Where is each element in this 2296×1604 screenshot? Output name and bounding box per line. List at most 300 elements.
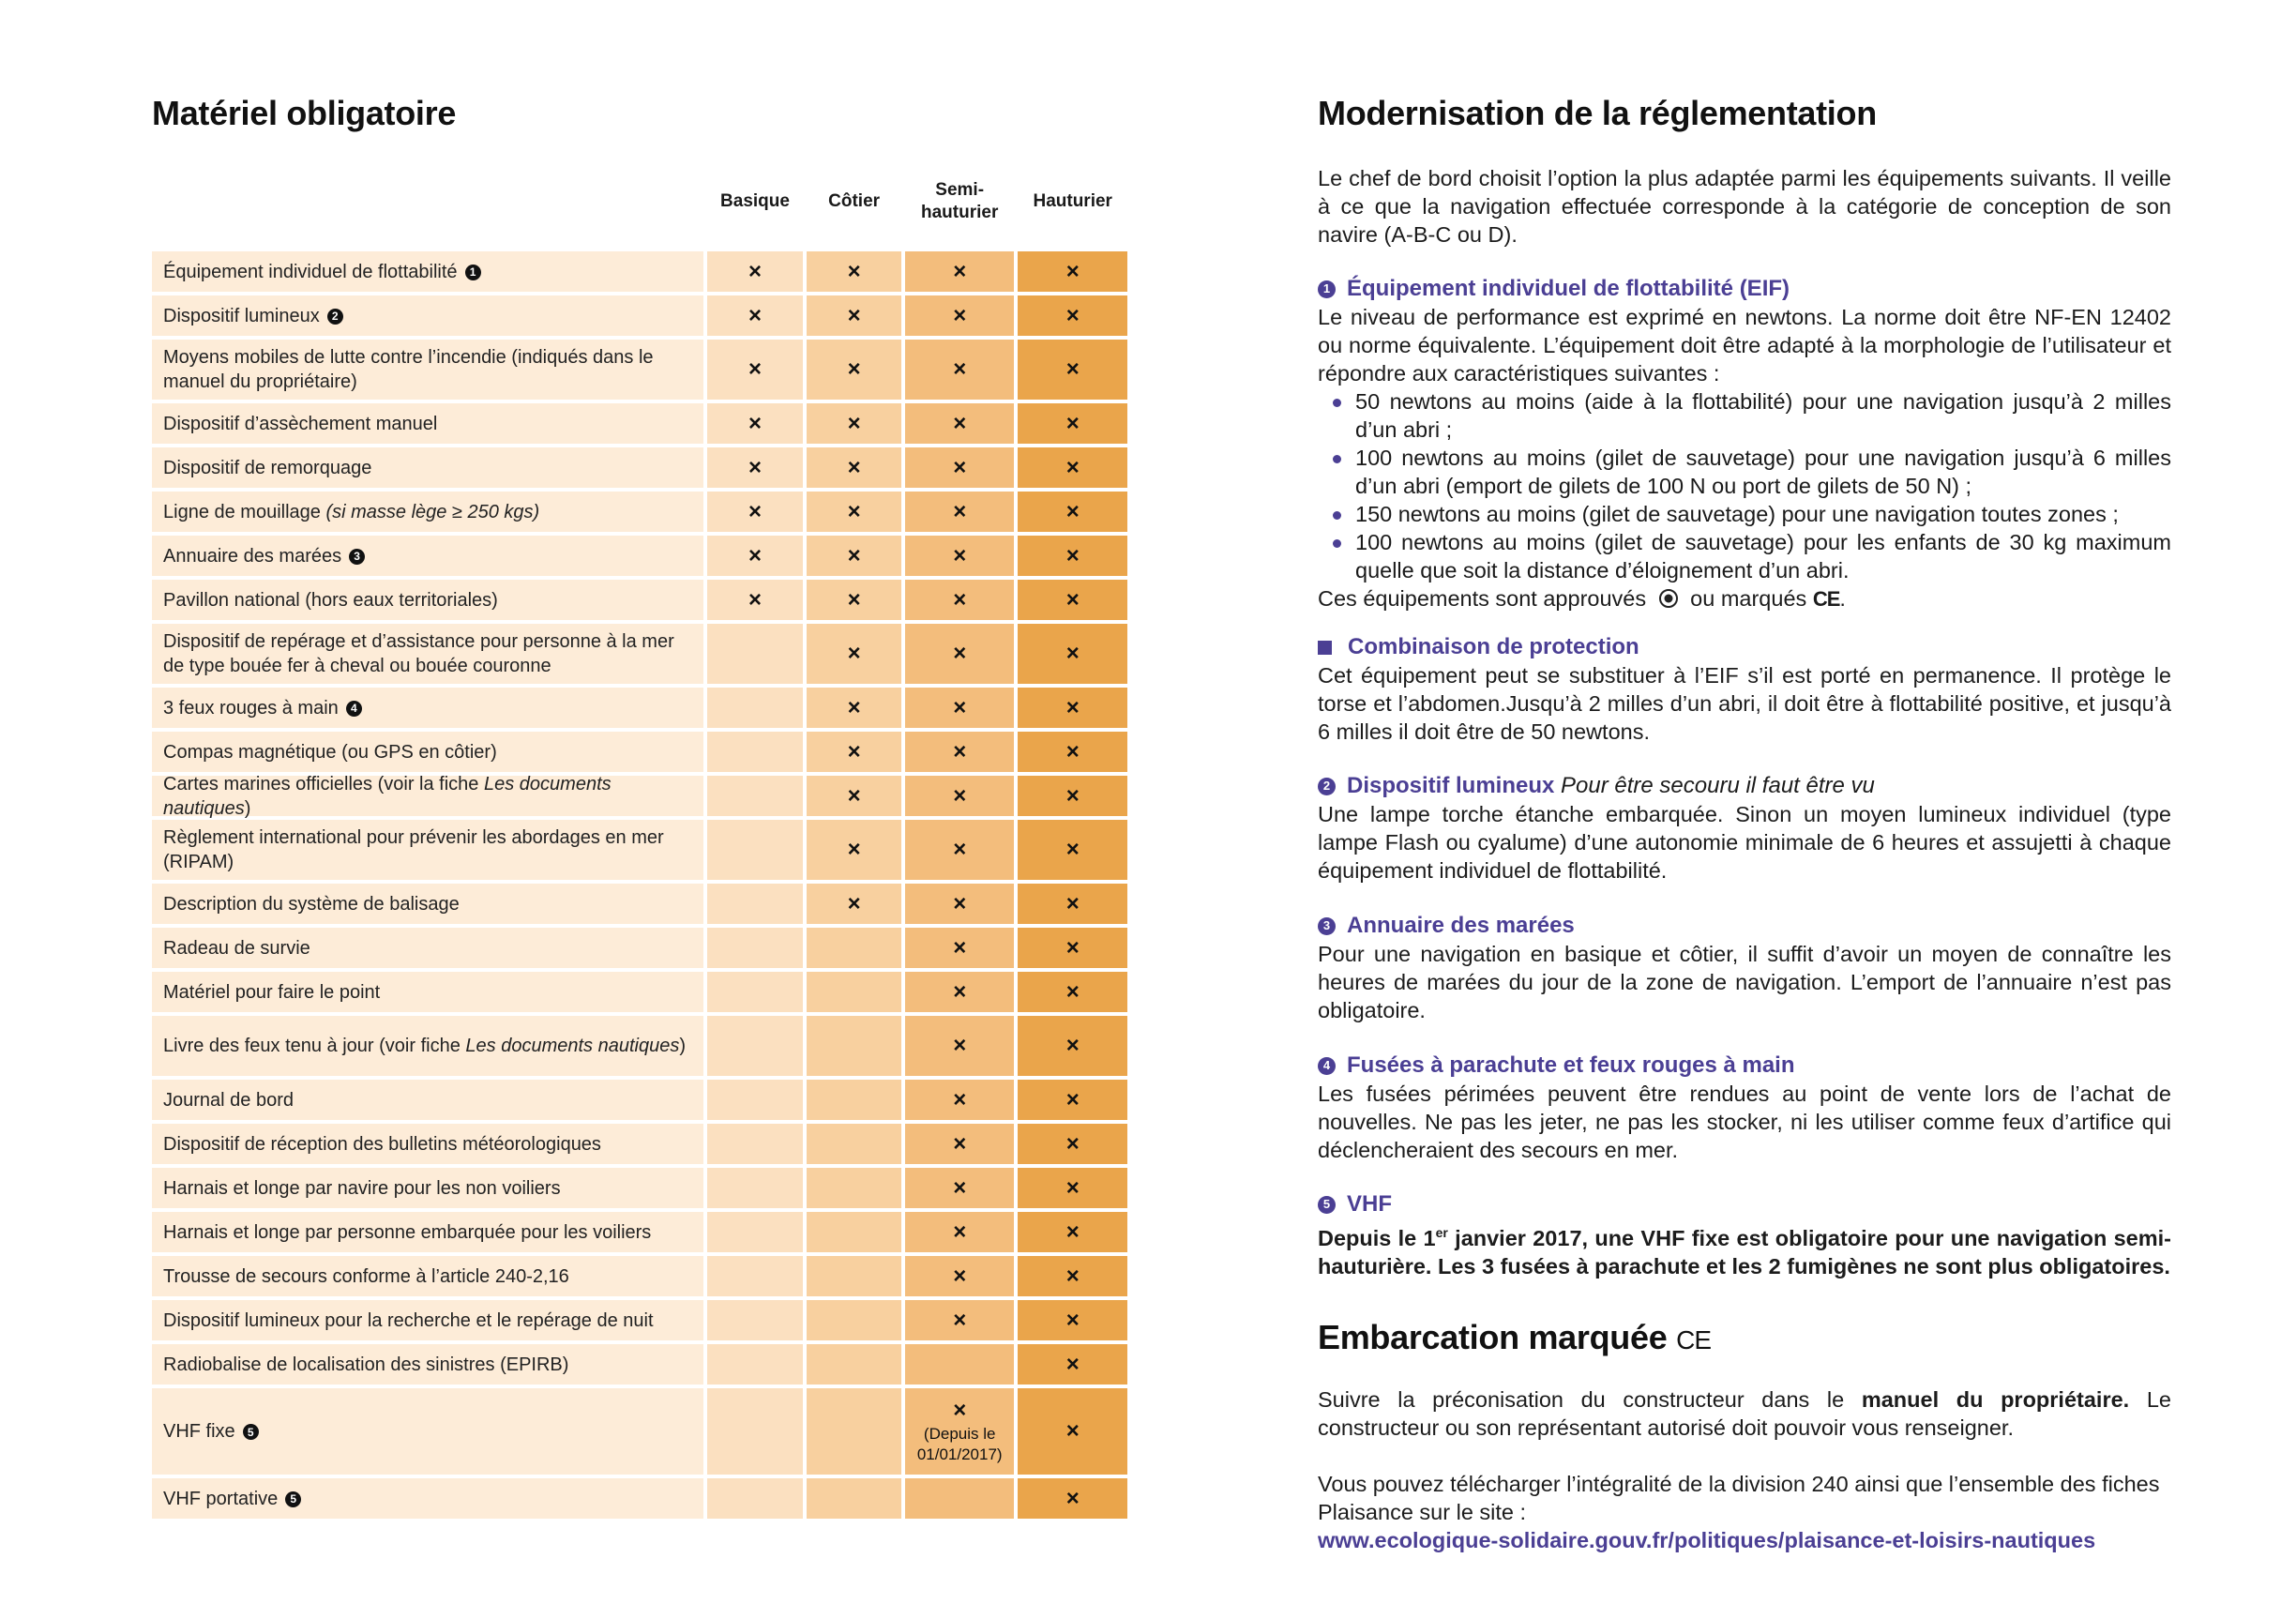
mark-cell-semi-hauturier bbox=[905, 1300, 1015, 1340]
mark-cell-hauturier bbox=[1018, 340, 1127, 400]
square-bullet-icon bbox=[1318, 641, 1332, 655]
equipment-label-text bbox=[163, 544, 365, 568]
cross-mark-icon: × bbox=[748, 542, 763, 568]
cross-mark-icon: × bbox=[953, 1033, 967, 1058]
vhf-title: VHF bbox=[1347, 1191, 1392, 1217]
mark-cell-semi-hauturier bbox=[905, 1256, 1015, 1296]
intro-block bbox=[1318, 164, 2171, 249]
cross-mark-icon: × bbox=[847, 454, 861, 480]
mark-cell-cotier bbox=[807, 403, 901, 444]
mark-cell-hauturier bbox=[1018, 1478, 1127, 1519]
cross-mark-icon: × bbox=[847, 498, 861, 524]
combinaison-block bbox=[1318, 633, 2171, 746]
mark-cell-basique bbox=[707, 580, 804, 620]
table-row bbox=[152, 884, 1127, 924]
equipment-table bbox=[152, 152, 1127, 1522]
mark-cell-hauturier bbox=[1018, 688, 1127, 728]
table-row bbox=[152, 1300, 1127, 1340]
mark-cell-cotier bbox=[807, 1388, 901, 1475]
equipment-label-text bbox=[163, 588, 498, 613]
combinaison-heading bbox=[1318, 633, 2171, 661]
mark-cell-hauturier bbox=[1018, 1124, 1127, 1164]
vhf-text bbox=[1318, 1218, 2171, 1280]
equipment-label bbox=[152, 732, 703, 772]
mark-cell-cotier bbox=[807, 492, 901, 532]
approval-end: . bbox=[1839, 586, 1846, 611]
mark-cell-semi-hauturier bbox=[905, 1016, 1015, 1076]
vhf-text-b: janvier 2017, une VHF fixe est obligatoire pour une navigation semi-hauturière. Les 3 fusées à parachute et les 2 fumigènes ne sont plus obligatoires. bbox=[1318, 1225, 2171, 1279]
label-main: Ligne de mouillage bbox=[163, 501, 326, 522]
mark-cell-semi-hauturier bbox=[905, 884, 1015, 924]
number-badge-1: 1 bbox=[1318, 280, 1336, 298]
mark-cell-semi-hauturier bbox=[905, 403, 1015, 444]
equipment-label bbox=[152, 624, 703, 684]
label-main: Journal de bord bbox=[163, 1089, 294, 1111]
label-main: Dispositif lumineux pour la recherche et le repérage de nuit bbox=[163, 1309, 654, 1331]
ce-mark-title-icon: CE bbox=[1676, 1325, 1712, 1354]
mark-cell-hauturier bbox=[1018, 1344, 1127, 1385]
lumineux-title: Dispositif lumineux bbox=[1347, 773, 1555, 798]
cross-mark-icon: × bbox=[1065, 694, 1080, 720]
mark-cell-basique bbox=[707, 1124, 804, 1164]
cross-mark-icon: × bbox=[847, 890, 861, 916]
embarcation-p1-bold: manuel du propriétaire. bbox=[1861, 1387, 2130, 1412]
cross-mark-icon: × bbox=[953, 1174, 967, 1201]
eif-text: Le niveau de performance est exprimé en newtons. La norme doit être NF-EN 12402 ou norme équivalente. L’équipement doit être adapté à la morphologie de l’utilisateur et répondre aux caractéristiques suivantes : bbox=[1318, 305, 2171, 386]
mark-cell-semi-hauturier bbox=[905, 1344, 1015, 1385]
cross-mark-icon: × bbox=[1065, 837, 1080, 862]
label-main: VHF portative bbox=[163, 1488, 279, 1509]
mark-cell-semi-hauturier bbox=[905, 1124, 1015, 1164]
table-row bbox=[152, 688, 1127, 728]
number-badge-5: 5 bbox=[1318, 1196, 1336, 1214]
intro-text: Le chef de bord choisit l’option la plus adaptée parmi les équipements suivants. Il veille à ce que la navigation effectuée corresponde à la catégorie de conception de son navire (A-B-C ou D). bbox=[1318, 166, 2171, 247]
cross-mark-icon: × bbox=[953, 542, 967, 568]
header-basique: Basique bbox=[720, 191, 790, 211]
mark-cell-cotier bbox=[807, 447, 901, 488]
equipment-label bbox=[152, 403, 703, 444]
cross-mark-icon: × bbox=[1065, 1174, 1080, 1201]
equipment-label-text bbox=[163, 1419, 259, 1444]
equipment-label-text bbox=[163, 345, 692, 394]
table-row bbox=[152, 1388, 1127, 1475]
embarcation-text-1 bbox=[1318, 1385, 2171, 1442]
cross-mark-icon: × bbox=[847, 410, 861, 436]
equipment-label-text bbox=[163, 412, 437, 436]
label-italic: (si masse lège ≥ 250 kgs) bbox=[325, 501, 540, 522]
mark-cell-semi-hauturier bbox=[905, 1080, 1015, 1120]
mark-cell-cotier bbox=[807, 928, 901, 968]
table-row bbox=[152, 1124, 1127, 1164]
mark-cell-hauturier bbox=[1018, 447, 1127, 488]
cross-mark-icon: × bbox=[953, 694, 967, 720]
fusees-block bbox=[1318, 1052, 2171, 1164]
cross-mark-icon: × bbox=[1065, 498, 1080, 524]
ce-mark-icon: CE bbox=[1812, 587, 1840, 611]
cross-mark-icon: × bbox=[1065, 890, 1080, 916]
cross-mark-icon: × bbox=[1065, 782, 1080, 809]
equipment-label-text bbox=[163, 1487, 301, 1511]
equipment-label bbox=[152, 1388, 703, 1475]
number-badge: 1 bbox=[465, 265, 481, 280]
cross-mark-icon: × bbox=[847, 694, 861, 720]
equipment-label-text bbox=[163, 629, 692, 678]
label-end: ) bbox=[679, 1036, 686, 1056]
equipment-label bbox=[152, 1124, 703, 1164]
table-row bbox=[152, 580, 1127, 620]
table-row bbox=[152, 536, 1127, 576]
mark-cell-hauturier bbox=[1018, 928, 1127, 968]
equipment-label bbox=[152, 884, 703, 924]
header-semi-line2: hauturier bbox=[921, 203, 999, 222]
equipment-label-text bbox=[163, 740, 497, 764]
mark-cell-cotier bbox=[807, 1124, 901, 1164]
number-badge: 5 bbox=[243, 1424, 259, 1440]
marees-heading bbox=[1318, 912, 2171, 940]
cross-mark-icon: × bbox=[1065, 1485, 1080, 1511]
label-main: Compas magnétique (ou GPS en côtier) bbox=[163, 741, 497, 763]
equipment-label-text bbox=[163, 1176, 561, 1201]
label-main: Description du système de balisage bbox=[163, 893, 460, 915]
table-row bbox=[152, 1256, 1127, 1296]
right-column bbox=[1318, 94, 2171, 1552]
cross-mark-icon: × bbox=[953, 782, 967, 809]
mark-cell-hauturier bbox=[1018, 972, 1127, 1012]
equipment-label bbox=[152, 1478, 703, 1519]
cross-mark-icon: × bbox=[847, 586, 861, 613]
cross-mark-icon: × bbox=[953, 454, 967, 480]
equipment-label-text bbox=[163, 1034, 686, 1058]
plaisance-link[interactable]: www.ecologique-solidaire.gouv.fr/politiques/plaisance-et-loisirs-nautiques bbox=[1318, 1528, 2096, 1552]
number-badge-4: 4 bbox=[1318, 1057, 1336, 1075]
mark-cell-cotier bbox=[807, 580, 901, 620]
lumineux-heading bbox=[1318, 772, 2171, 800]
cross-mark-icon: × bbox=[1065, 586, 1080, 613]
number-badge: 4 bbox=[346, 701, 362, 717]
cross-mark-icon: × bbox=[953, 1086, 967, 1112]
label-main: VHF fixe bbox=[163, 1421, 235, 1442]
table-row bbox=[152, 624, 1127, 684]
mark-cell-cotier bbox=[807, 624, 901, 684]
mark-cell-semi-hauturier bbox=[905, 1212, 1015, 1252]
mark-cell-hauturier bbox=[1018, 1080, 1127, 1120]
equipment-label-text bbox=[163, 1353, 568, 1377]
equipment-label bbox=[152, 688, 703, 728]
equipment-label bbox=[152, 972, 703, 1012]
equipment-label bbox=[152, 1256, 703, 1296]
cross-mark-icon: × bbox=[1065, 454, 1080, 480]
equipment-label-text bbox=[163, 1088, 294, 1112]
label-main: Règlement international pour prévenir les abordages en mer (RIPAM) bbox=[163, 827, 664, 872]
label-main: Trousse de secours conforme à l’article 240-2,16 bbox=[163, 1265, 569, 1287]
equipment-label-text bbox=[163, 892, 460, 916]
label-main: Radiobalise de localisation des sinistres (EPIRB) bbox=[163, 1354, 569, 1375]
header-semi-line1: Semi- bbox=[935, 180, 985, 200]
mark-cell-semi-hauturier bbox=[905, 928, 1015, 968]
embarcation-p1-b: Le constructeur ou son représentant autorisé doit pouvoir vous renseigner. bbox=[1318, 1387, 2171, 1440]
cross-mark-icon: × bbox=[1065, 302, 1080, 328]
embarcation-p1-a: Suivre la préconisation du constructeur dans le bbox=[1318, 1387, 1862, 1412]
label-main: Dispositif lumineux bbox=[163, 305, 320, 326]
label-main: Livre des feux tenu à jour (voir fiche bbox=[163, 1036, 466, 1056]
cross-mark-icon: × bbox=[847, 356, 861, 382]
equipment-label bbox=[152, 1168, 703, 1208]
mark-cell-basique bbox=[707, 624, 804, 684]
mark-cell-semi-hauturier bbox=[905, 580, 1015, 620]
mark-cell-basique bbox=[707, 972, 804, 1012]
mark-cell-hauturier bbox=[1018, 776, 1127, 816]
vhf-block bbox=[1318, 1190, 2171, 1280]
label-main: Moyens mobiles de lutte contre l’incendie (indiqués dans le manuel du propriétaire) bbox=[163, 347, 654, 392]
number-badge: 2 bbox=[327, 309, 343, 325]
label-main: Radeau de survie bbox=[163, 937, 310, 959]
cross-mark-icon: × bbox=[847, 837, 861, 862]
mark-cell-semi-hauturier bbox=[905, 251, 1015, 292]
mark-cell-hauturier bbox=[1018, 295, 1127, 336]
equipment-label-text bbox=[163, 500, 539, 524]
cross-mark-icon: × bbox=[953, 890, 967, 916]
cross-mark-icon: × bbox=[748, 410, 763, 436]
equipment-label bbox=[152, 1212, 703, 1252]
table-row bbox=[152, 773, 1127, 819]
mark-cell-semi-hauturier bbox=[905, 1478, 1015, 1519]
table-row bbox=[152, 403, 1127, 444]
cross-mark-icon: × bbox=[748, 356, 763, 382]
mark-cell-cotier bbox=[807, 1016, 901, 1076]
mark-cell-basique bbox=[707, 1388, 804, 1475]
equipment-label bbox=[152, 340, 703, 400]
mark-cell-semi-hauturier bbox=[905, 972, 1015, 1012]
equipment-label-text bbox=[163, 1264, 569, 1289]
embarcation-block bbox=[1318, 1318, 2171, 1554]
marees-title: Annuaire des marées bbox=[1347, 913, 1575, 938]
mark-cell-cotier bbox=[807, 1300, 901, 1340]
equipment-label bbox=[152, 928, 703, 968]
table-row bbox=[152, 820, 1127, 880]
table-row bbox=[152, 1478, 1127, 1519]
mark-cell-cotier bbox=[807, 1212, 901, 1252]
mark-cell-hauturier bbox=[1018, 1168, 1127, 1208]
cross-mark-icon: × bbox=[847, 641, 861, 666]
table-header bbox=[152, 152, 1127, 251]
eif-bullet-2: 100 newtons au moins (gilet de sauvetage) pour une navigation jusqu’à 6 milles d’un abri (emport de gilets de 100 N ou port de gilets de 50 N) ; bbox=[1355, 446, 2171, 498]
mark-cell-semi-hauturier bbox=[905, 1388, 1015, 1475]
mark-cell-cotier bbox=[807, 340, 901, 400]
label-main: Matériel pour faire le point bbox=[163, 981, 381, 1003]
mark-cell-hauturier bbox=[1018, 251, 1127, 292]
cross-mark-icon: × bbox=[953, 1398, 967, 1423]
cross-mark-icon: × bbox=[1065, 1263, 1080, 1289]
number-badge-3: 3 bbox=[1318, 917, 1336, 935]
mark-cell-basique bbox=[707, 820, 804, 880]
mark-cell-basique bbox=[707, 1212, 804, 1252]
equipment-label-text bbox=[163, 980, 380, 1005]
fusees-heading bbox=[1318, 1052, 2171, 1080]
number-badge: 3 bbox=[349, 549, 365, 565]
mark-cell-basique bbox=[707, 251, 804, 292]
mark-cell-hauturier bbox=[1018, 732, 1127, 772]
table-row bbox=[152, 1016, 1127, 1076]
cross-mark-icon: × bbox=[953, 356, 967, 382]
cross-mark-icon: × bbox=[847, 782, 861, 809]
cross-mark-icon: × bbox=[748, 586, 763, 613]
eif-approval bbox=[1318, 584, 2171, 613]
approval-text-a: Ces équipements sont approuvés bbox=[1318, 586, 1647, 611]
equipment-label-text bbox=[163, 1309, 654, 1333]
table-row bbox=[152, 1344, 1127, 1385]
cross-mark-icon: × bbox=[953, 1307, 967, 1333]
header-hauturier: Hauturier bbox=[1033, 191, 1112, 211]
eif-bullet-4: 100 newtons au moins (gilet de sauvetage) pour les enfants de 30 kg maximum quelle que soit la distance d’éloignement d’un abri. bbox=[1355, 530, 2171, 583]
table-row bbox=[152, 972, 1127, 1012]
equipment-label bbox=[152, 1300, 703, 1340]
mark-cell-basique bbox=[707, 492, 804, 532]
eif-title: Équipement individuel de flottabilité (EIF) bbox=[1347, 276, 1790, 301]
table-row bbox=[152, 492, 1127, 532]
label-main: Dispositif d’assèchement manuel bbox=[163, 413, 438, 434]
mark-cell-cotier bbox=[807, 820, 901, 880]
cross-mark-icon: × bbox=[953, 586, 967, 613]
cross-mark-icon: × bbox=[953, 978, 967, 1005]
cross-mark-icon: × bbox=[1065, 410, 1080, 436]
mark-cell-hauturier bbox=[1018, 624, 1127, 684]
cross-mark-icon: × bbox=[847, 542, 861, 568]
equipment-label bbox=[152, 1080, 703, 1120]
mark-cell-hauturier bbox=[1018, 580, 1127, 620]
cross-mark-icon: × bbox=[953, 1130, 967, 1157]
mark-cell-hauturier bbox=[1018, 536, 1127, 576]
cross-mark-icon: × bbox=[1065, 1351, 1080, 1377]
mark-cell-hauturier bbox=[1018, 1388, 1127, 1475]
mark-cell-basique bbox=[707, 688, 804, 728]
table-row bbox=[152, 295, 1127, 336]
mark-cell-cotier bbox=[807, 1344, 901, 1385]
mark-cell-basique bbox=[707, 928, 804, 968]
vhf-heading bbox=[1318, 1190, 2171, 1218]
vhf-sup: er bbox=[1435, 1225, 1448, 1240]
label-main: Dispositif de réception des bulletins météorologiques bbox=[163, 1133, 601, 1155]
label-main: Harnais et longe par navire pour les non voiliers bbox=[163, 1177, 561, 1199]
eif-block bbox=[1318, 275, 2171, 613]
header-spacer bbox=[152, 152, 703, 251]
equipment-label bbox=[152, 1016, 703, 1076]
cross-mark-icon: × bbox=[847, 258, 861, 284]
cross-mark-icon: × bbox=[1065, 1033, 1080, 1058]
equipment-label bbox=[152, 447, 703, 488]
lumineux-subtitle: Pour être secouru il faut être vu bbox=[1561, 773, 1875, 798]
regulation-title: Modernisation de la réglementation bbox=[1318, 94, 1877, 132]
mark-cell-cotier bbox=[807, 295, 901, 336]
date-note: (Depuis le 01/01/2017) bbox=[916, 1425, 1003, 1463]
cross-mark-icon: × bbox=[1065, 542, 1080, 568]
mark-cell-cotier bbox=[807, 972, 901, 1012]
mark-cell-semi-hauturier bbox=[905, 688, 1015, 728]
mark-cell-basique bbox=[707, 447, 804, 488]
label-main: Dispositif de repérage et d’assistance pour personne à la mer de type bouée fer à cheval ou bouée couronne bbox=[163, 631, 674, 676]
mark-cell-semi-hauturier bbox=[905, 447, 1015, 488]
embarcation-title-text: Embarcation marquée bbox=[1318, 1318, 1668, 1356]
label-main: Harnais et longe par personne embarquée pour les voiliers bbox=[163, 1221, 652, 1243]
embarcation-text-2: Vous pouvez télécharger l’intégralité de la division 240 ainsi que l’ensemble des fiches Plaisance sur le site : bbox=[1318, 1472, 2160, 1524]
mark-cell-semi-hauturier bbox=[905, 1168, 1015, 1208]
equipment-label-text bbox=[163, 936, 310, 961]
mark-cell-semi-hauturier bbox=[905, 732, 1015, 772]
equipment-label bbox=[152, 295, 703, 336]
left-column bbox=[152, 94, 1127, 1511]
fusees-title: Fusées à parachute et feux rouges à main bbox=[1347, 1052, 1795, 1078]
mark-cell-cotier bbox=[807, 1256, 901, 1296]
cross-mark-icon: × bbox=[953, 738, 967, 764]
eif-bullet-1: 50 newtons au moins (aide à la flottabilité) pour une navigation jusqu’à 2 milles d’un abri ; bbox=[1355, 389, 2171, 442]
equipment-label bbox=[152, 536, 703, 576]
cross-mark-icon: × bbox=[1065, 978, 1080, 1005]
cross-mark-icon: × bbox=[953, 410, 967, 436]
lumineux-block bbox=[1318, 772, 2171, 885]
fusees-text: Les fusées périmées peuvent être rendues au point de vente lors de l’achat de nouvelles. Ne pas les jeter, ne pas les stocker, ni les utiliser comme feux d’artifice qui déclencheraient des secours en mer. bbox=[1318, 1082, 2171, 1162]
lumineux-text: Une lampe torche étanche embarquée. Sinon un moyen lumineux individuel (type lampe Flash ou cyalume) d’une autonomie minimale de 6 heures et assujetti à chaque équipement individuel de flottabilité. bbox=[1318, 802, 2171, 883]
mark-cell-hauturier bbox=[1018, 492, 1127, 532]
mark-cell-basique bbox=[707, 1168, 804, 1208]
cross-mark-icon: × bbox=[748, 258, 763, 284]
number-badge-2: 2 bbox=[1318, 778, 1336, 795]
table-row bbox=[152, 447, 1127, 488]
marees-block bbox=[1318, 912, 2171, 1024]
table-row bbox=[152, 340, 1127, 400]
table-row bbox=[152, 1168, 1127, 1208]
mark-cell-basique bbox=[707, 1016, 804, 1076]
mark-cell-basique bbox=[707, 1256, 804, 1296]
mark-cell-cotier bbox=[807, 536, 901, 576]
mark-cell-semi-hauturier bbox=[905, 624, 1015, 684]
mark-cell-semi-hauturier bbox=[905, 295, 1015, 336]
mark-cell-hauturier bbox=[1018, 820, 1127, 880]
embarcation-title bbox=[1318, 1318, 2171, 1357]
mark-cell-basique bbox=[707, 403, 804, 444]
cross-mark-icon: × bbox=[953, 641, 967, 666]
approval-text-b: ou marqués bbox=[1690, 586, 1807, 611]
eif-bullets bbox=[1318, 387, 2171, 584]
approval-seal-icon bbox=[1658, 588, 1679, 609]
cross-mark-icon: × bbox=[1065, 1218, 1080, 1245]
cross-mark-icon: × bbox=[1065, 738, 1080, 764]
mark-cell-cotier bbox=[807, 1080, 901, 1120]
cross-mark-icon: × bbox=[1065, 1130, 1080, 1157]
mark-cell-basique bbox=[707, 340, 804, 400]
cross-mark-icon: × bbox=[953, 302, 967, 328]
header-cotier: Côtier bbox=[828, 191, 881, 211]
mark-cell-basique bbox=[707, 1344, 804, 1385]
equipment-label bbox=[152, 492, 703, 532]
label-main: Équipement individuel de flottabilité bbox=[163, 261, 458, 282]
cross-mark-icon: × bbox=[1065, 258, 1080, 284]
mark-cell-hauturier bbox=[1018, 1256, 1127, 1296]
combinaison-text: Cet équipement peut se substituer à l’EIF s’il est porté en permanence. Il protège le torse et l’abdomen.Jusqu’à 2 milles d’un abri, il doit être à flottabilité positive, et jusqu’à 6 milles il doit être de 50 newtons. bbox=[1318, 663, 2171, 744]
cross-mark-icon: × bbox=[748, 302, 763, 328]
equipment-label bbox=[152, 1344, 703, 1385]
mark-cell-cotier bbox=[807, 1168, 901, 1208]
mark-cell-cotier bbox=[807, 251, 901, 292]
cross-mark-icon: × bbox=[1065, 1086, 1080, 1112]
table-row bbox=[152, 1080, 1127, 1120]
equipment-label-text bbox=[163, 304, 343, 328]
equipment-label-text bbox=[163, 825, 692, 874]
mark-cell-basique bbox=[707, 295, 804, 336]
mark-cell-basique bbox=[707, 1478, 804, 1519]
equipment-label-text bbox=[163, 696, 362, 720]
mark-cell-hauturier bbox=[1018, 1016, 1127, 1076]
mark-cell-hauturier bbox=[1018, 1212, 1127, 1252]
eif-bullet-3: 150 newtons au moins (gilet de sauvetage) pour une navigation toutes zones ; bbox=[1355, 500, 2171, 528]
